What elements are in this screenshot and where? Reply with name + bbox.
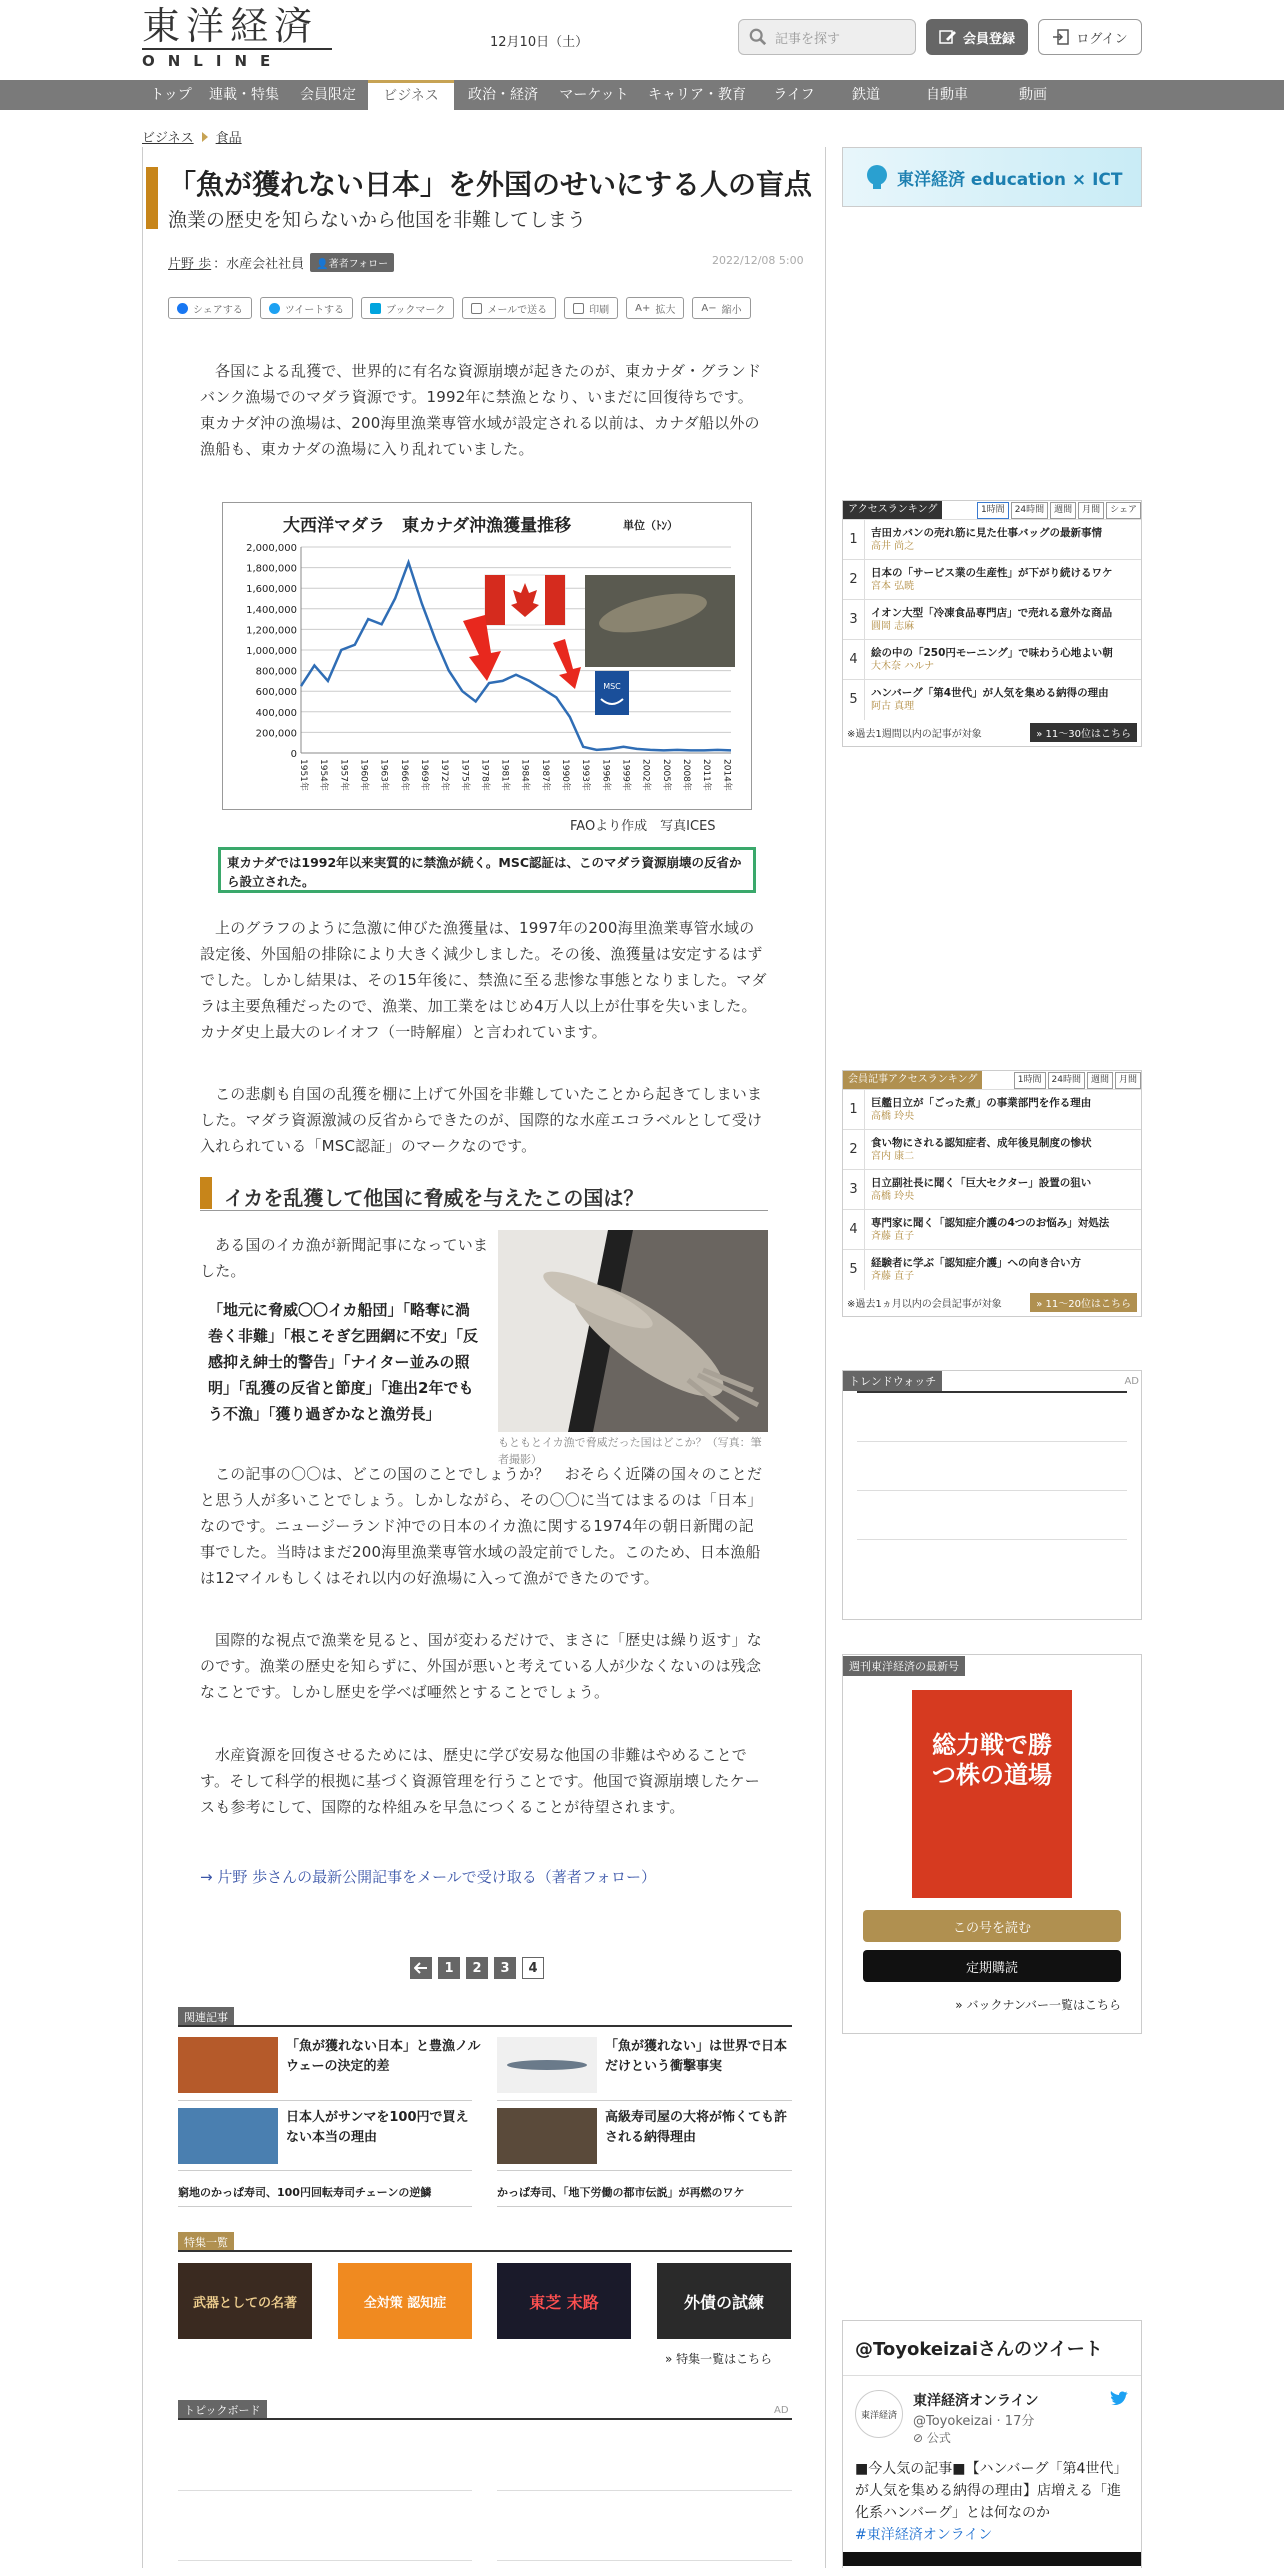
photo-caption: もともとイカ漁で脅威だった国はどこか？（写真：筆者撮影） (498, 1436, 762, 1466)
font-minus-icon: A− (701, 302, 717, 314)
login-icon (1052, 29, 1070, 45)
chart-ytick-label: 1,000,000 (246, 646, 297, 657)
nav-item-1[interactable]: 連載・特集 (209, 87, 279, 103)
tweet-text: ■今人気の記事■【ハンバーグ「第4世代」が人気を集める納得の理由】店増える「進化系ハンバーグ」とは何なのか #東洋経済オンライン (855, 2461, 1128, 2543)
facebook-share-button[interactable]: シェアする (168, 297, 252, 319)
ranking-article-title: 日本の「サービス業の生産性」が下がり続けるワケ (871, 566, 1113, 579)
ranking-article-title: 食い物にされる認知症者、成年後見制度の惨状 (871, 1136, 1092, 1149)
related-link-1[interactable]: 「魚が獲れない日本」と豊漁ノルウェーの決定的差 (286, 2039, 481, 2074)
nav-item-7[interactable]: ライフ (773, 87, 815, 103)
chart-xtick-label: 2008年 (680, 759, 691, 791)
author-line (168, 253, 394, 272)
login-button[interactable] (1038, 19, 1142, 55)
ranking-article-author: 宮本 弘暁 (871, 580, 915, 592)
twitter-avatar[interactable]: 東洋経済 (855, 2390, 903, 2438)
ranking-more-button[interactable]: » 11～30位はこちら (1030, 723, 1137, 742)
nav-item-6[interactable]: キャリア・教育 (648, 87, 746, 103)
topicboard-divider (497, 2490, 792, 2491)
arrow-left-icon (414, 1962, 428, 1974)
chart-ytick-label: 0 (290, 749, 297, 760)
logo-japanese: 東洋経済 (142, 4, 319, 48)
related-link-3[interactable]: 日本人がサンマを100円で買えない本当の理由 (286, 2110, 469, 2145)
twitter-official-label: ⊘ 公式 (913, 2431, 951, 2445)
nav-item-10[interactable]: 動画 (1019, 87, 1047, 103)
ranking-article-author: 宮内 康二 (871, 1150, 915, 1162)
author-role: ：水産会社社員 (213, 257, 305, 272)
chart-xtick-label: 2014年 (721, 759, 732, 791)
ranking-row[interactable] (843, 519, 1141, 559)
search-input[interactable] (738, 19, 916, 55)
features-more-link[interactable]: » 特集一覧はこちら (665, 2352, 773, 2366)
ranking-tab-share[interactable]: シェア (1106, 502, 1141, 519)
twitter-share-button[interactable]: ツイートする (260, 297, 353, 319)
chart-xtick-label: 1975年 (459, 759, 470, 791)
search-icon (749, 28, 767, 46)
related-thumb-2[interactable] (497, 2037, 597, 2093)
feature-card-4[interactable]: 外債の試練 (657, 2263, 791, 2339)
breadcrumb-item-food[interactable]: 食品 (215, 131, 242, 146)
bulb-icon (863, 163, 891, 191)
author-name[interactable]: 片野 歩 (168, 257, 212, 272)
ranking-article-author: 高井 尚之 (871, 540, 915, 552)
chart-xtick-label: 1993年 (580, 759, 591, 791)
topicboard-divider (178, 2490, 472, 2491)
chart-xtick-label: 1954年 (318, 759, 329, 791)
chart-xtick-label: 1984年 (519, 759, 530, 791)
ranking-title: アクセスランキング (843, 501, 942, 519)
twitter-bird-icon[interactable] (1109, 2390, 1129, 2408)
chart-ytick-label: 600,000 (255, 687, 297, 699)
ranking-article-title: ハンバーグ「第4世代」が人気を集める納得の理由 (871, 686, 1109, 699)
ranking-article-author: 斉藤 直子 (871, 1270, 915, 1282)
ranking-row[interactable] (843, 559, 1141, 599)
member-tab-24h[interactable]: 24時間 (1048, 1072, 1085, 1089)
related-thumb-4[interactable] (497, 2108, 597, 2164)
chart-xtick-label: 1951年 (298, 759, 308, 791)
breadcrumb-item-business[interactable]: ビジネス (142, 131, 194, 146)
twitter-widget (842, 2320, 1142, 2568)
ranking-article-author: 大木奈 ハルナ (871, 660, 935, 672)
chart-xtick-label: 1990年 (560, 759, 571, 791)
breadcrumb-arrow-icon (202, 132, 208, 142)
section-heading: イカを乱獲して他国に脅威を与えたこの国は？ (224, 1186, 644, 1210)
ranking-number: 5 (843, 1250, 865, 1290)
chart-xtick-label: 1981年 (499, 759, 510, 791)
ranking-article-title: 絵の中の「250円モーニング」で味わう心地よい朝 (871, 646, 1113, 659)
chart-ytick-label: 1,200,000 (246, 625, 297, 637)
related-divider (497, 2206, 792, 2207)
logo-english: ONLINE (142, 48, 332, 70)
register-label: 会員登録 (962, 31, 1015, 47)
nav-item-4[interactable]: 政治・経済 (468, 87, 538, 103)
pagination (410, 1957, 544, 1979)
search-placeholder: 記事を探す (775, 31, 841, 47)
email-share-button[interactable]: メールで送る (462, 297, 556, 319)
topicboard-heading: トピックボード (178, 2399, 267, 2420)
related-divider (178, 2100, 472, 2101)
feature-card-3[interactable]: 東芝 末路 (497, 2263, 631, 2339)
nav-item-9[interactable]: 自動車 (926, 87, 968, 103)
ranking-article[interactable] (865, 566, 1113, 594)
paragraph-2: 上のグラフのように急激に伸びた漁獲量は、1997年の200海里漁業専管水域の設定後、外国船の排除により大きく減少しました。その後、漁獲量は安定するはずでした。しかし結果は、その15年後に、禁漁に至る悲惨な事態となりました。マダラは主要魚種だったので、漁業、加工業をはじめ4万人以上が仕事を失いました。カナダ史上最大のレイオフ（一時解雇）と言われています。 (200, 919, 767, 1041)
ranking-tab-1h[interactable]: 1時間 (977, 502, 1009, 519)
nav-item-0[interactable]: トップ (150, 87, 192, 103)
ranking-number: 5 (843, 680, 865, 720)
paragraph-6: 国際的な視点で漁業を見ると、国が変わるだけで、まさに「歴史は繰り返す」なのです。漁業の歴史を知らずに、外国が悪いと考えている人が少なくないのは残念なことです。しかし歴史を学べば唖然とすることでしょう。 (200, 1631, 762, 1701)
chart-xtick-label: 1999年 (620, 759, 631, 791)
ranking-article[interactable] (865, 1096, 1091, 1124)
ranking-article[interactable] (865, 686, 1109, 714)
features-heading: 特集一覧 (178, 2231, 234, 2252)
catch-chart (222, 502, 752, 810)
member-tab-1h[interactable]: 1時間 (1014, 1072, 1046, 1089)
edit-icon (939, 29, 957, 45)
chart-ytick-label: 1,400,000 (246, 604, 297, 616)
member-ranking (842, 1070, 1142, 1317)
ranking-article-title: 吉田カバンの売れ筋に見た仕事バッグの最新事情 (871, 526, 1102, 539)
ranking-article-title: 専門家に聞く「認知症介護の4つのお悩み」対処法 (871, 1216, 1110, 1229)
related-divider (497, 2100, 792, 2101)
chart-xtick-label: 1957年 (338, 759, 349, 791)
zoom-out-button[interactable]: A− 縮小 (692, 297, 750, 319)
ranking-row[interactable] (843, 599, 1141, 639)
chart-title: 大西洋マダラ 東カナダ沖漁獲量推移 (283, 516, 572, 536)
msc-logo-text: MSC (603, 682, 621, 691)
canada-flag-band (485, 575, 505, 625)
ranking-article-title: 経験者に学ぶ「認知症介護」への向き合い方 (871, 1256, 1081, 1269)
page-1[interactable]: 1 (438, 1957, 460, 1979)
chart-caption: 東カナダでは1992年以来実質的に禁漁が続く。MSC認証は、このマダラ資源崩壊の反省から設立された。 (218, 847, 756, 893)
twitter-handle: @Toyokeizai · 17分 (913, 2414, 1035, 2429)
education-ict-banner[interactable] (842, 147, 1142, 207)
ranking-article[interactable] (865, 646, 1113, 674)
publish-date: 2022/12/08 5:00 (712, 254, 804, 267)
paragraph-7: 水産資源を回復させるためには、歴史に学び安易な他国の非難はやめることです。そして科学的根拠に基づく資源管理を行うことです。他国で資源崩壊したケースも参考にして、国際的な枠組みを早急につくることが待望されます。 (200, 1746, 761, 1816)
bookmark-icon (370, 303, 381, 314)
twitter-icon (269, 303, 280, 314)
chart-xtick-label: 2002年 (640, 759, 651, 791)
ranking-article-author: 高橋 玲央 (871, 1110, 915, 1122)
chart-xtick-label: 1996年 (600, 759, 611, 791)
ranking-number: 3 (843, 1170, 865, 1210)
author-follow-button[interactable]: 👤著者フォロー (310, 253, 394, 272)
chart-xtick-label: 2005年 (660, 759, 671, 791)
trend-watch (842, 1370, 1142, 1620)
site-logo[interactable] (142, 6, 332, 70)
chart-ytick-label: 800,000 (255, 666, 297, 678)
squid-photo-drawing (498, 1230, 768, 1432)
chart-xtick-label: 2011年 (701, 759, 712, 791)
ranking-row[interactable] (843, 1169, 1141, 1209)
chart-ytick-label: 2,000,000 (246, 543, 297, 554)
hatena-bookmark-button[interactable]: ブックマーク (361, 297, 454, 319)
weekly-magazine (842, 1654, 1142, 2034)
banner-text: 東洋経済 education × ICT (897, 169, 1123, 190)
ranking-note: ※過去1週間以内の記事が対象 (847, 729, 982, 740)
ranking-article-title: 日立副社長に聞く「巨大セクター」設置の狙い (871, 1176, 1092, 1189)
tweet-hashtag[interactable]: #東洋経済オンライン (855, 2527, 993, 2543)
paragraph-4: ある国のイカ漁が新聞記事になっていました。 (200, 1236, 489, 1280)
trend-ad-label: AD (1124, 1375, 1139, 1387)
subscribe-button[interactable]: 定期購読 (863, 1950, 1121, 1982)
ranking-article-title: イオン大型「冷凍食品専門店」で売れる意外な商品 (871, 606, 1113, 619)
zoom-in-button[interactable]: A+ 拡大 (626, 297, 684, 319)
newspaper-quote: 「地元に脅威〇〇イカ船団」「略奪に渦巻く非難」「根こそぎ乞囲網に不安」「反感抑え紳士的警告」「ナイター並みの照明」「乱獲の反省と節度」「進出2年でもう不漁」「獲り過ぎかなと漁労長」 (208, 1301, 479, 1423)
mail-icon (471, 303, 482, 314)
related-thumb-1[interactable] (178, 2037, 278, 2093)
chart-credit: FAOより作成 写真ICES (570, 819, 716, 834)
ranking-row[interactable] (843, 679, 1141, 719)
paragraph-3: この悲劇も自国の乱獲を棚に上げて外国を非難していたことから起きてしまいました。マダラ資源激減の反省からできたのが、国際的な水産エコラベルとして受け入れられている「MSC認証」のマークなのです。 (200, 1085, 763, 1155)
related-link-2[interactable]: 「魚が獲れない」は世界で日本だけという衝撃事実 (605, 2039, 788, 2074)
breadcrumb (142, 127, 242, 146)
ranking-number: 1 (843, 1090, 865, 1130)
ranking-article-title: 巨艦日立が「ごった煮」の事業部門を作る理由 (871, 1096, 1092, 1109)
print-button[interactable]: 印刷 (564, 297, 618, 319)
squid-photo (498, 1230, 768, 1432)
related-thumb-3[interactable] (178, 2108, 278, 2164)
member-ranking-footer (843, 1289, 1141, 1316)
section-heading-rule (200, 1210, 768, 1211)
member-ranking-more-button[interactable]: » 11～20位はこちら (1030, 1293, 1137, 1312)
backnumber-link[interactable]: » バックナンバー一覧はこちら (955, 1998, 1121, 2012)
magazine-cover[interactable] (912, 1690, 1072, 1898)
topicboard-divider (497, 2560, 792, 2561)
page-4-current[interactable]: 4 (522, 1957, 544, 1979)
ranking-article[interactable] (865, 1256, 1081, 1284)
topicboard-ad-label: AD (774, 2405, 789, 2416)
nav-item-2[interactable]: 会員限定 (300, 87, 356, 103)
print-icon (573, 303, 584, 314)
article-title: 「魚が獲れない日本」を外国のせいにする人の盲点 (168, 168, 813, 201)
related-heading: 関連記事 (178, 2006, 234, 2027)
trend-title: トレンドウォッチ (843, 1371, 942, 1391)
ranking-article[interactable] (865, 606, 1112, 634)
twitter-account-name[interactable]: 東洋経済オンライン (913, 2393, 1039, 2409)
features-rule (178, 2250, 792, 2252)
prev-page-button[interactable] (410, 1957, 432, 1979)
twitter-widget-title: @Toyokeizaiさんのツイート (843, 2321, 1141, 2376)
article-subtitle: 漁業の歴史を知らないから他国を非難してしまう (168, 209, 587, 231)
ranking-article[interactable] (865, 1216, 1109, 1244)
tweet-media[interactable] (843, 2552, 1141, 2566)
chart-svg (223, 503, 751, 809)
chart-ytick-label: 400,000 (255, 707, 297, 719)
font-plus-icon: A+ (635, 302, 651, 314)
author-follow-link[interactable]: → 片野 歩さんの最新公開記事をメールで受け取る（著者フォロー） (200, 1868, 657, 1886)
member-tab-month[interactable]: 月間 (1115, 1072, 1141, 1089)
chart-unit: 単位（ﾄﾝ） (623, 519, 678, 532)
related-divider (497, 2170, 792, 2171)
chart-xtick-label: 1963年 (378, 759, 389, 791)
ranking-tab-24h[interactable]: 24時間 (1011, 502, 1048, 519)
chart-ytick-label: 1,800,000 (246, 563, 297, 575)
magazine-cover-title: 総力戦で勝つ株の道場 (932, 1731, 1052, 1789)
ranking-footer (843, 719, 1141, 746)
related-divider (178, 2206, 472, 2207)
ranking-article[interactable] (865, 1176, 1091, 1204)
ranking-article-author: 高橋 玲央 (871, 1190, 915, 1202)
ranking-number: 1 (843, 520, 865, 560)
related-divider (178, 2170, 472, 2171)
ranking-row[interactable] (843, 1209, 1141, 1249)
chart-xtick-label: 1987年 (539, 759, 550, 791)
ranking-row[interactable] (843, 1249, 1141, 1289)
ranking-article[interactable] (865, 526, 1102, 554)
member-ranking-note: ※過去1ヵ月以内の会員記事が対象 (847, 1299, 1002, 1310)
current-date: 12月10日（土） (490, 35, 589, 50)
msc-logo-icon (595, 671, 629, 715)
title-accent-bar (146, 167, 158, 229)
page-2[interactable]: 2 (466, 1957, 488, 1979)
login-label: ログイン (1076, 31, 1128, 47)
related-rule (178, 2025, 792, 2027)
ranking-number: 4 (843, 640, 865, 680)
ranking-number: 3 (843, 600, 865, 640)
chart-ytick-label: 200,000 (255, 728, 297, 740)
chart-xtick-label: 1969年 (418, 759, 429, 791)
down-arrow-icon (553, 639, 581, 689)
paragraph-5: この記事の〇〇は、どこの国のことでしょうか？ おそらく近隣の国々のことだと思う人が多いことでしょう。しかしながら、その〇〇に当てはまるのは「日本」なのです。ニュージーランド沖での日本のイカ漁に関する1974年の朝日新聞の記事でした。当時はまだ200海里漁業専管水域の設定前でした。このため、日本漁船は12マイルもしくはそれ以内の好漁場に入って漁ができたのです。 (200, 1465, 763, 1587)
ranking-tab-week[interactable]: 週間 (1050, 502, 1076, 519)
related-text-link-2[interactable]: かっぱ寿司、「地下労働の都市伝説」が再燃のワケ (497, 2186, 745, 2199)
ranking-row[interactable] (843, 1129, 1141, 1169)
chart-xtick-label: 1972年 (439, 759, 450, 791)
read-issue-button[interactable]: この号を読む (863, 1910, 1121, 1942)
chart-xtick-label: 1960年 (358, 759, 369, 791)
global-nav (142, 80, 1074, 110)
ranking-number: 2 (843, 560, 865, 600)
ranking-header (843, 501, 1141, 519)
member-ranking-title: 会員記事アクセスランキング (843, 1071, 982, 1089)
paragraph-1: 各国による乱獲で、世界的に有名な資源崩壊が起きたのが、東カナダ・グランドバンク漁場でのマダラ資源です。1992年に禁漁となり、いまだに回復待ちです。東カナダ沖の漁場は、200海里漁業専管水域が設定される以前は、カナダ船以外の漁船も、東カナダの漁場に入り乱れていました。 (200, 362, 762, 458)
nav-item-8[interactable]: 鉄道 (852, 87, 880, 103)
ranking-article-author: 阿古 真理 (871, 700, 915, 712)
facebook-icon (177, 303, 188, 314)
ranking-number: 2 (843, 1130, 865, 1170)
canada-flag-band (545, 575, 565, 625)
register-button[interactable] (926, 19, 1028, 55)
ranking-number: 4 (843, 1210, 865, 1250)
member-ranking-header (843, 1071, 1141, 1089)
chart-xtick-label: 1966年 (398, 759, 409, 791)
ranking-article-author: 圓岡 志麻 (871, 620, 915, 632)
topicboard-rule (178, 2418, 792, 2420)
member-tab-week[interactable]: 週間 (1087, 1072, 1113, 1089)
magazine-title: 週刊東洋経済の最新号 (843, 1656, 965, 1676)
ranking-row[interactable] (843, 1089, 1141, 1129)
chart-xtick-label: 1978年 (479, 759, 490, 791)
chart-ytick-label: 1,600,000 (246, 584, 297, 596)
access-ranking (842, 500, 1142, 747)
related-link-4[interactable]: 高級寿司屋の大将が怖くても許される納得理由 (605, 2110, 788, 2145)
ranking-row[interactable] (843, 639, 1141, 679)
feature-card-1[interactable]: 武器としての名著 (178, 2263, 312, 2339)
ranking-tab-month[interactable]: 月間 (1078, 502, 1104, 519)
nav-item-5[interactable]: マーケット (559, 87, 629, 103)
ranking-article[interactable] (865, 1136, 1092, 1164)
feature-card-2[interactable]: 全対策 認知症 (338, 2263, 472, 2339)
share-bar (168, 297, 751, 319)
ranking-article-author: 斉藤 直子 (871, 1230, 915, 1242)
section-accent-bar (200, 1177, 212, 1209)
related-text-link-1[interactable]: 窮地のかっぱ寿司、100円回転寿司チェーンの逆鱗 (178, 2186, 432, 2199)
nav-item-3[interactable]: ビジネス (368, 80, 454, 110)
topicboard-divider (178, 2560, 472, 2561)
page-3[interactable]: 3 (494, 1957, 516, 1979)
